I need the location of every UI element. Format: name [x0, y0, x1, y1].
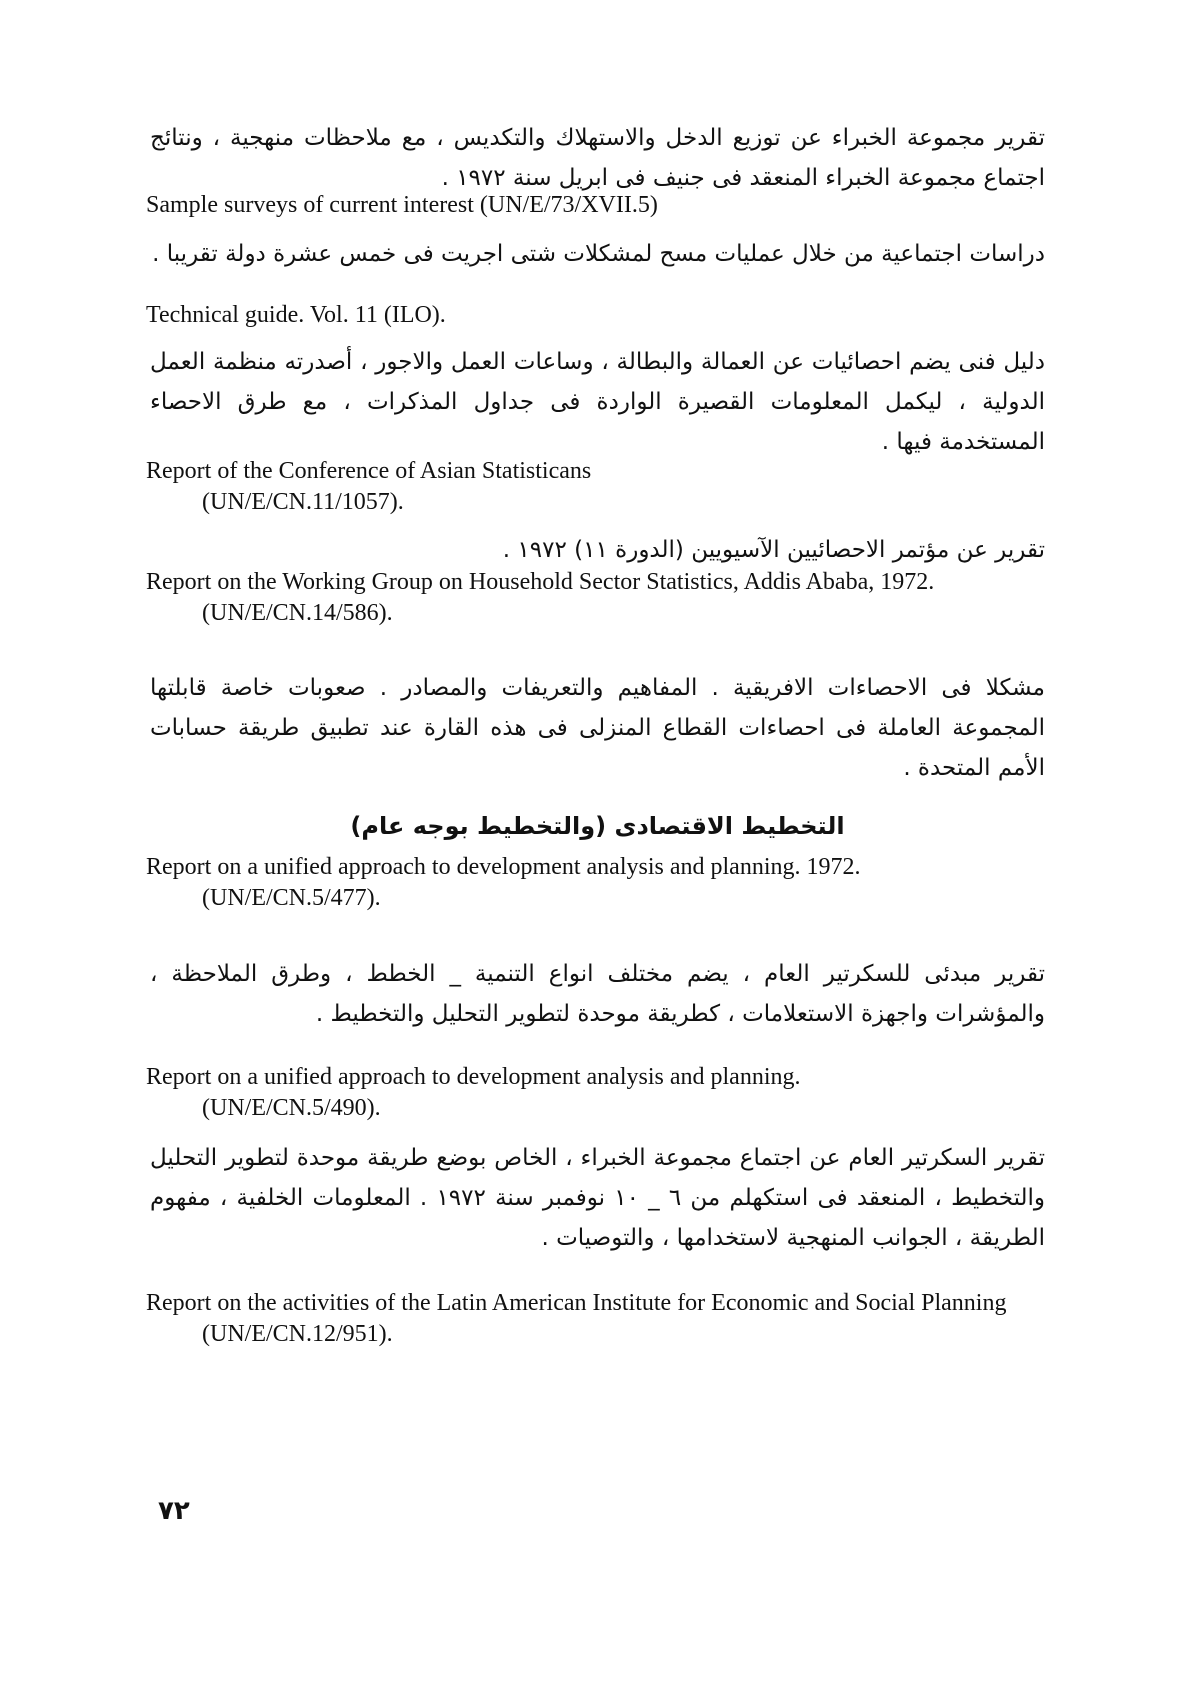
- entry-6-title-line: Report on a unified approach to development analysis and planning. 1972.: [146, 854, 861, 880]
- entry-1-arabic-description: تقرير مجموعة الخبراء عن توزيع الدخل والاستهلاك والتكديس ، مع ملاحظات منهجية ، ونتائج اجتماع مجموعة الخبراء المنعقد فى جنيف فى ابريل سنة ١٩٧٢ .: [150, 125, 1045, 191]
- entry-7-arabic-description: تقرير السكرتير العام عن اجتماع مجموعة الخبراء ، الخاص بوضع طريقة موحدة لتطوير التحليل والتخطيط ، المنعقد فى استكهلم من ٦ _ ١٠ نوفمبر سنة ١٩٧٢ . المعلومات الخلفية ، مفهوم الطريقة ، الجوانب المنهجية لاستخدامها ، والتوصيات .: [150, 1145, 1046, 1251]
- entry-5-title-line: Report on the Working Group on Household Sector Statistics, Addis Ababa, 1972.: [146, 569, 935, 595]
- section-heading-economic-planning: التخطيط الاقتصادى (والتخطيط بوجه عام): [350, 812, 845, 840]
- entry-5-english-title: [146, 567, 1102, 629]
- entry-2-arabic-description: دراسات اجتماعية من خلال عمليات مسح لمشكلات شتى اجريت فى خمس عشرة دولة تقريبا .: [152, 241, 1045, 267]
- entry-8-title-line: Report on the activities of the Latin American Institute for Economic and Social Planning: [146, 1290, 1007, 1316]
- entry-8-document-code: (UN/E/CN.12/951).: [202, 1321, 393, 1347]
- entry-4-title-line: Report of the Conference of Asian Statisticans: [146, 458, 592, 484]
- page-number: ٧٢: [158, 1496, 190, 1526]
- entry-2-english-title: Sample surveys of current interest (UN/E/73/XVII.5): [146, 192, 658, 218]
- entry-8-english-title: [146, 1288, 1102, 1350]
- entry-6-arabic-description: تقرير مبدئى للسكرتير العام ، يضم مختلف انواع التنمية _ الخطط ، وطرق الملاحظة ، والمؤشرات واجهزة الاستعلامات ، كطريقة موحدة لتطوير التحليل والتخطيط .: [150, 961, 1045, 1027]
- entry-3-arabic-description: دليل فنى يضم احصائيات عن العمالة والبطالة ، وساعات العمل والاجور ، أصدرته منظمة العمل الدولية ، ليكمل المعلومات القصيرة الواردة فى جداول المذكرات ، مع طرق الاحصاء المستخدمة فيها .: [150, 349, 1045, 455]
- entry-4-english-title: [146, 456, 591, 518]
- entry-6-document-code: (UN/E/CN.5/477).: [202, 885, 381, 911]
- entry-4-document-code: (UN/E/CN.11/1057).: [202, 489, 404, 515]
- entry-6-english-title: [146, 852, 1102, 914]
- entry-7-title-line: Report on a unified approach to development analysis and planning.: [146, 1064, 801, 1090]
- entry-5-document-code: (UN/E/CN.14/586).: [202, 600, 393, 626]
- entry-4-arabic-description: تقرير عن مؤتمر الاحصائيين الآسيويين (الدورة ١١) ١٩٧٢ .: [502, 537, 1045, 563]
- entry-3-english-title: Technical guide. Vol. 11 (ILO).: [146, 302, 446, 328]
- entry-5-arabic-description: مشكلا فى الاحصاءات الافريقية . المفاهيم والتعريفات والمصادر . صعوبات خاصة قابلتها المجموعة العاملة فى احصاءات القطاع المنزلى فى هذه القارة عند تطبيق طريقة حسابات الأمم المتحدة .: [150, 675, 1045, 781]
- entry-7-document-code: (UN/E/CN.5/490).: [202, 1095, 381, 1121]
- entry-7-english-title: [146, 1062, 801, 1124]
